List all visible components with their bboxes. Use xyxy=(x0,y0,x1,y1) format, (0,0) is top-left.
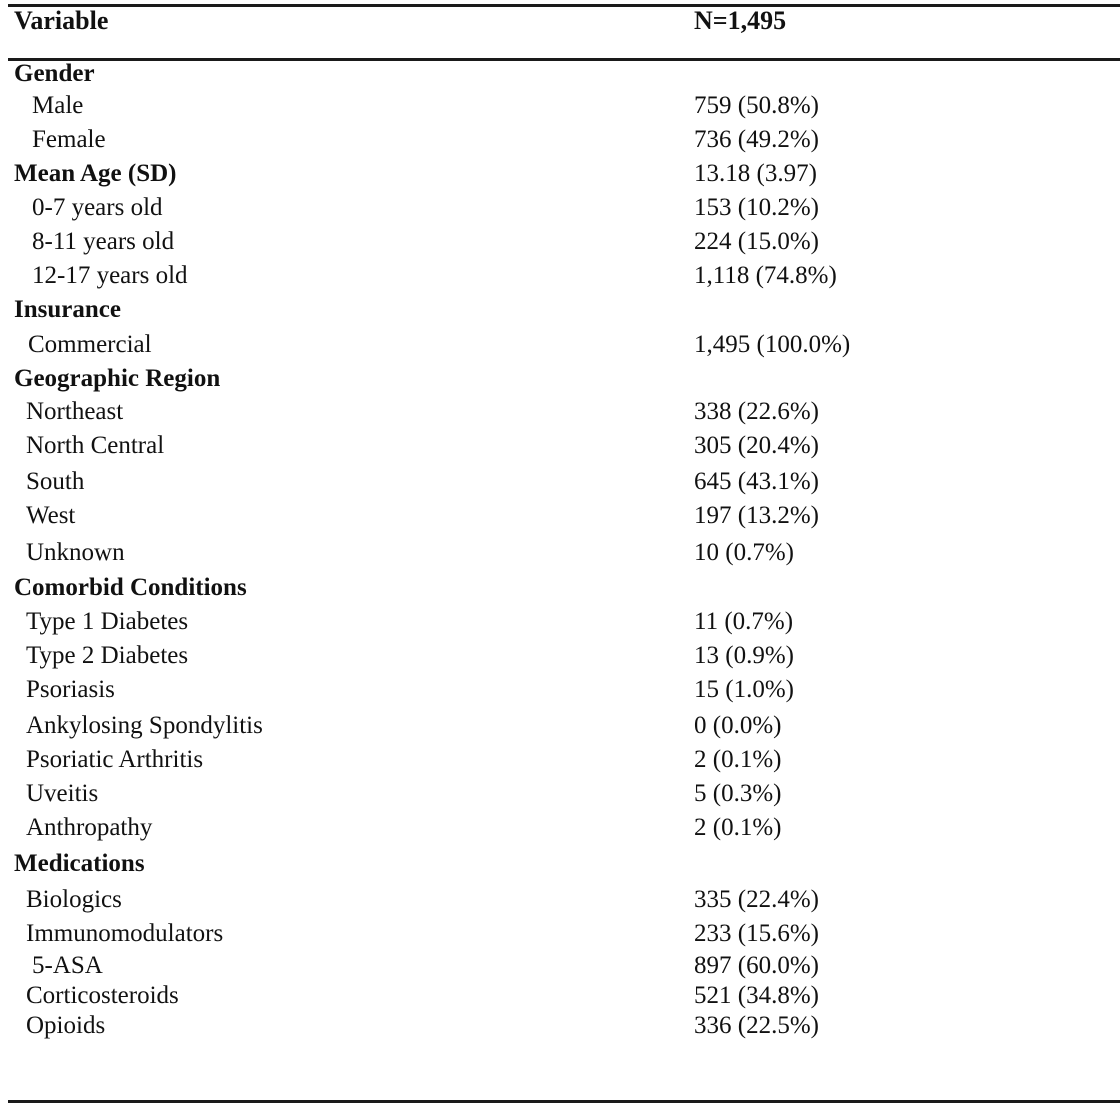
variable-label: 0-7 years old xyxy=(32,194,163,221)
variable-label: Psoriasis xyxy=(26,676,115,703)
column-header-n: N=1,495 xyxy=(694,6,787,35)
value-cell: 153 (10.2%) xyxy=(694,194,819,221)
variable-label: Male xyxy=(32,92,84,119)
value-cell: 338 (22.6%) xyxy=(694,398,819,425)
value-cell: 759 (50.8%) xyxy=(694,92,819,119)
table-row xyxy=(0,226,1120,258)
table-row xyxy=(0,640,1120,672)
table-row xyxy=(0,500,1120,532)
value-cell: 336 (22.5%) xyxy=(694,1012,819,1039)
table-row xyxy=(0,950,1120,982)
value-cell: 521 (34.8%) xyxy=(694,982,819,1009)
table-row xyxy=(0,466,1120,498)
variable-label: Corticosteroids xyxy=(26,982,179,1009)
variable-label: 12-17 years old xyxy=(32,262,188,289)
variable-label: 5-ASA xyxy=(32,952,103,979)
value-cell: 305 (20.4%) xyxy=(694,432,819,459)
value-cell: 13 (0.9%) xyxy=(694,642,794,669)
section-row xyxy=(0,294,1120,326)
value-cell: 0 (0.0%) xyxy=(694,712,782,739)
variable-label: Type 2 Diabetes xyxy=(26,642,189,669)
table-row xyxy=(0,260,1120,292)
variable-label: Psoriatic Arthritis xyxy=(26,746,204,773)
table-row xyxy=(0,778,1120,810)
section-row xyxy=(0,58,1120,90)
variable-label: Anthropathy xyxy=(26,814,153,841)
table-row xyxy=(0,884,1120,916)
variable-label: West xyxy=(26,502,76,529)
variable-label: Biologics xyxy=(26,886,122,913)
variable-label: Opioids xyxy=(26,1012,106,1039)
variable-label: Uveitis xyxy=(26,780,99,807)
variable-label: Ankylosing Spondylitis xyxy=(26,712,263,739)
value-cell: 897 (60.0%) xyxy=(694,952,819,979)
section-label: Geographic Region xyxy=(14,365,221,392)
variable-label: 8-11 years old xyxy=(32,228,175,255)
table-row xyxy=(0,430,1120,462)
value-cell: 1,118 (74.8%) xyxy=(694,262,837,289)
section-label: Gender xyxy=(14,60,95,87)
value-cell: 10 (0.7%) xyxy=(694,539,794,566)
table-row xyxy=(0,812,1120,844)
table-row xyxy=(0,537,1120,569)
table-top-rule xyxy=(8,4,1120,7)
table-row xyxy=(0,674,1120,706)
table-row xyxy=(0,744,1120,776)
section-label: Comorbid Conditions xyxy=(14,574,247,601)
value-cell: 1,495 (100.0%) xyxy=(694,331,851,358)
variable-label: North Central xyxy=(26,432,165,459)
value-cell: 335 (22.4%) xyxy=(694,886,819,913)
table-row xyxy=(0,90,1120,122)
table-bottom-rule xyxy=(8,1100,1120,1103)
table-row xyxy=(0,192,1120,224)
table-row xyxy=(0,606,1120,638)
column-header-variable: Variable xyxy=(14,6,109,35)
value-cell: 197 (13.2%) xyxy=(694,502,819,529)
value-cell: 645 (43.1%) xyxy=(694,468,819,495)
table-row xyxy=(0,329,1120,361)
variable-label: South xyxy=(26,468,85,495)
value-cell: 13.18 (3.97) xyxy=(694,160,817,187)
section-label: Insurance xyxy=(14,296,121,323)
value-cell: 224 (15.0%) xyxy=(694,228,819,255)
variable-label: Immunomodulators xyxy=(26,920,224,947)
section-label: Medications xyxy=(14,850,145,877)
value-cell: 11 (0.7%) xyxy=(694,608,794,635)
section-row xyxy=(0,848,1120,880)
table-row xyxy=(0,980,1120,1012)
variable-label: Unknown xyxy=(26,539,125,566)
value-cell: 15 (1.0%) xyxy=(694,676,794,703)
value-cell: 2 (0.1%) xyxy=(694,814,782,841)
table-row xyxy=(0,124,1120,156)
table-row xyxy=(0,396,1120,428)
section-row xyxy=(0,572,1120,604)
variable-label: Northeast xyxy=(26,398,124,425)
value-cell: 5 (0.3%) xyxy=(694,780,782,807)
section-row xyxy=(0,363,1120,395)
section-row xyxy=(0,158,1120,190)
table-row xyxy=(0,710,1120,742)
value-cell: 233 (15.6%) xyxy=(694,920,819,947)
value-cell: 736 (49.2%) xyxy=(694,126,819,153)
variable-label: Female xyxy=(32,126,106,153)
table-row xyxy=(0,918,1120,950)
value-cell: 2 (0.1%) xyxy=(694,746,782,773)
variable-label: Type 1 Diabetes xyxy=(26,608,189,635)
table-row xyxy=(0,1010,1120,1042)
variable-label: Commercial xyxy=(28,331,152,358)
section-label: Mean Age (SD) xyxy=(14,160,177,187)
